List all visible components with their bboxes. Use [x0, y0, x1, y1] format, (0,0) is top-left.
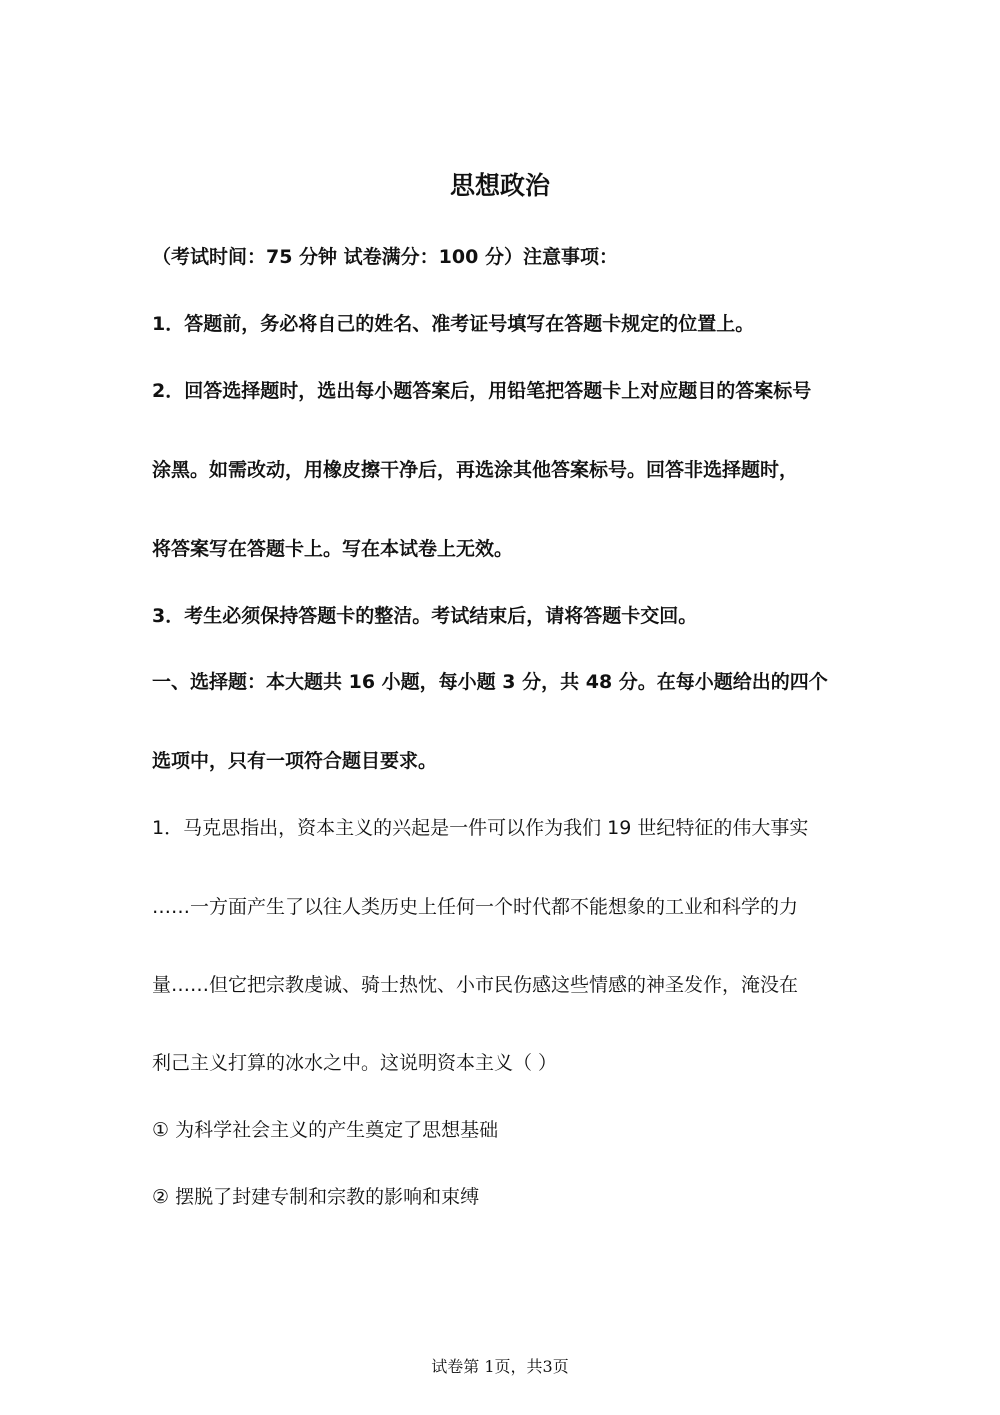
- question-1-line-4: 利己主义打算的冰水之中。这说明资本主义（ ）: [152, 1052, 558, 1074]
- section-1-heading-line-1: 一、选择题：本大题共 16 小题，每小题 3 分，共 48 分。在每小题给出的四个: [152, 671, 828, 693]
- notice-2-line-3: 将答案写在答题卡上。写在本试卷上无效。: [152, 538, 514, 560]
- question-1-option-1: ① 为科学社会主义的产生奠定了思想基础: [152, 1119, 499, 1141]
- notice-2-line-1: 2．回答选择题时，选出每小题答案后，用铅笔把答题卡上对应题目的答案标号: [152, 380, 812, 402]
- page-footer: 试卷第 1页，共3页: [431, 1357, 569, 1376]
- question-1-line-2: ……一方面产生了以往人类历史上任何一个时代都不能想象的工业和科学的力: [152, 896, 799, 918]
- section-1-heading-line-2: 选项中，只有一项符合题目要求。: [152, 750, 438, 772]
- question-1-option-2: ② 摆脱了封建专制和宗教的影响和束缚: [152, 1186, 480, 1208]
- notice-3: 3．考生必须保持答题卡的整洁。考试结束后，请将答题卡交回。: [152, 605, 698, 627]
- notice-1: 1．答题前，务必将自己的姓名、准考证号填写在答题卡规定的位置上。: [152, 313, 755, 335]
- question-1-line-3: 量……但它把宗教虔诚、骑士热忱、小市民伤感这些情感的神圣发作，淹没在: [152, 974, 799, 996]
- exam-info: （考试时间：75 分钟 试卷满分：100 分）注意事项：: [152, 246, 618, 268]
- notice-2-line-2: 涂黑。如需改动，用橡皮擦干净后，再选涂其他答案标号。回答非选择题时，: [152, 459, 799, 481]
- page-title: 思想政治: [449, 171, 550, 200]
- question-1-line-1: 1．马克思指出，资本主义的兴起是一件可以作为我们 19 世纪特征的伟大事实: [152, 817, 809, 839]
